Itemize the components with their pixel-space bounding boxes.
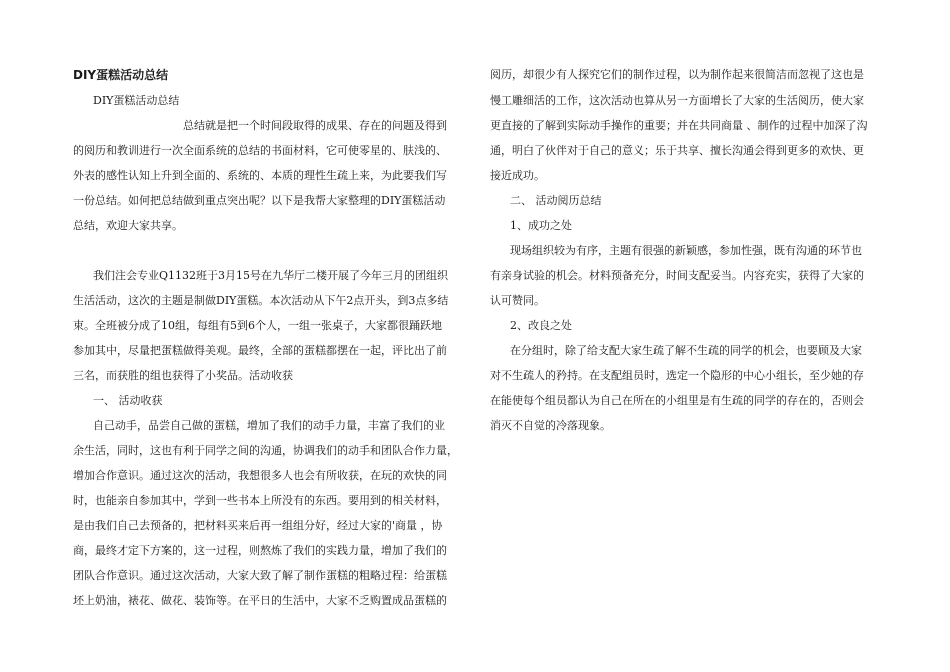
- paragraph-line: 参加其中，尽量把蛋糕做得美观。最终，全部的蛋糕都摆在一起，评比出了前: [73, 344, 447, 357]
- paragraph-line: 慢工雕细活的工作，这次活动也算从另一方面增长了大家的生活阅历，使大家: [490, 94, 864, 107]
- paragraph-line: 三名，而获胜的组也获得了小奖品。活动收获: [73, 369, 293, 382]
- paragraph-line: 总结，欢迎大家共享。: [73, 219, 183, 232]
- paragraph-line: 余生活，同时，这也有利于同学之间的沟通，协调我们的动手和团队合作力量，: [73, 444, 458, 457]
- paragraph-line: 增加合作意识。通过这次的活动，我想很多人也会有所收获，在玩的欢快的同: [73, 469, 447, 482]
- paragraph-line: 通，明白了伙伴对于自己的意义；乐于共享、擅长沟通会得到更多的欢快、更: [490, 144, 864, 157]
- paragraph-line: 消灭不自觉的冷落现象。: [490, 419, 611, 432]
- paragraph-line: 现场组织较为有序，主题有很强的新颖感，参加性强，既有沟通的环节也: [510, 244, 862, 257]
- paragraph-line: 认可赞同。: [490, 294, 545, 307]
- paragraph-line: 生活活动，这次的主题是制做DIY蛋糕。本次活动从下午2点开头，到3点多结: [73, 294, 449, 307]
- paragraph-line: 是由我们自己去预备的，把材料买来后再一组组分好，经过大家的'商量 ，协: [73, 519, 443, 532]
- paragraph-line: 我们注会专业Q1132班于3月15号在九华厅二楼开展了今年三月的团组织: [93, 269, 449, 282]
- paragraph-line: 在能使每个组员都认为自己在所在的小组里是有生疏的同学的存在的，否则会: [490, 394, 864, 407]
- paragraph-line: 在分组时，除了给支配大家生疏了解不生疏的同学的机会，也要顾及大家: [510, 344, 862, 357]
- paragraph-line: 时，也能亲自参加其中，学到一些书本上所没有的东西。要用到的相关材料，: [73, 494, 447, 507]
- paragraph-line: 坯上奶油，裱花、做花、装饰等。在平日的生活中，大家不乏购置成品蛋糕的: [73, 594, 447, 607]
- paragraph-line: 一份总结。如何把总结做到重点突出呢？以下是我帮大家整理的DIY蛋糕活动: [73, 194, 446, 207]
- paragraph-line: 商，最终才定下方案的，这一过程，则熬炼了我们的实践力量，增加了我们的: [73, 544, 447, 557]
- paragraph-line: 的阅历和教训进行一次全面系统的总结的书面材料，它可使零星的、肤浅的、: [73, 144, 447, 157]
- subtitle: DIY蛋糕活动总结: [93, 94, 180, 107]
- paragraph-line: 束。全班被分成了10组，每组有5到6个人，一组一张桌子，大家都很踊跃地: [73, 319, 442, 332]
- paragraph-line: 外表的感性认知上升到全面的、系统的、本质的理性生疏上来，为此要我们写: [73, 169, 447, 182]
- paragraph-line: 总结就是把一个时间段取得的成果、存在的问题及得到: [183, 119, 447, 132]
- paragraph-line: 自己动手，品尝自己做的蛋糕，增加了我们的动手力量，丰富了我们的业: [93, 419, 445, 432]
- paragraph-line: 更直接的了解到实际动手操作的重要；并在共同商量 、制作的过程中加深了沟: [490, 119, 868, 132]
- section-heading: 一、 活动收获: [93, 394, 163, 407]
- paragraph-line: 阅历，却很少有人探究它们的制作过程，以为制作起来很简洁而忽视了这也是: [490, 68, 864, 81]
- paragraph-line: 接近成功。: [490, 169, 545, 182]
- subsection-heading: 2、改良之处: [510, 319, 572, 332]
- section-heading: 二、 活动阅历总结: [510, 194, 602, 207]
- subsection-heading: 1、成功之处: [510, 219, 572, 232]
- paragraph-line: 有亲身试验的机会。材料预备充分，时间支配妥当。内容充实，获得了大家的: [490, 269, 864, 282]
- document-title: DIY蛋糕活动总结: [73, 68, 169, 82]
- paragraph-line: 对不生疏人的矜持。在支配组员时，选定一个隐形的中心小组长，至少她的存: [490, 369, 864, 382]
- paragraph-line: 团队合作意识。通过这次活动，大家大致了解了制作蛋糕的粗略过程：给蛋糕: [73, 569, 447, 582]
